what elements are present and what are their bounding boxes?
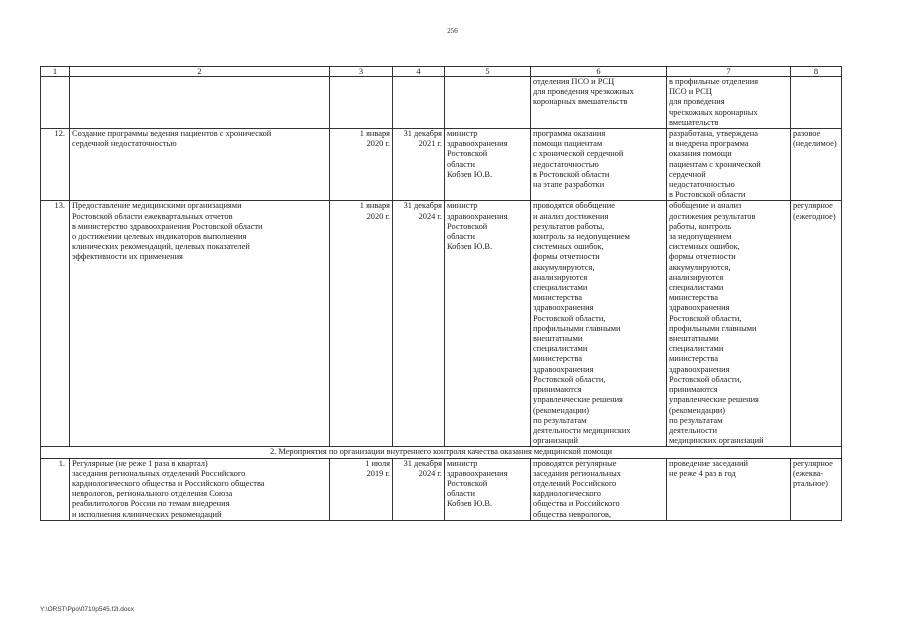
cell-text-line: за недопущением [669, 232, 732, 242]
expected-result-cell [531, 458, 667, 520]
type-cell [791, 77, 842, 129]
indicator-cell [667, 201, 791, 447]
cell-text-line: министерства [669, 354, 718, 364]
cell-text-line: сердечной недостаточностью [72, 139, 177, 149]
start-date-cell [330, 201, 393, 447]
expected-result-cell [531, 77, 667, 129]
responsible-cell [445, 77, 531, 129]
cell-text-line: (рекомендации) [533, 405, 590, 415]
type-cell [791, 458, 842, 520]
cell-text-line: с хронической сердечной [533, 149, 624, 159]
cell-text-line: контроль за недопущением [533, 232, 630, 242]
cell-text-line: (ежеква- [793, 468, 824, 478]
cell-text-line: здравоохранения [447, 139, 508, 149]
cell-text-line: Предоставление медицинскими организациями [72, 201, 242, 211]
cell-text-line: 31 декабря [403, 201, 442, 211]
header-cell: 3 [330, 67, 393, 77]
cell-text-line: Ростовской [447, 478, 488, 488]
cell-text-line: (ежегодное) [793, 211, 836, 221]
cell-text-line: Регулярные (не реже 1 раза в квартал) [72, 458, 208, 468]
cell-text-line: Ростовской области, [533, 313, 606, 323]
cell-text-line: кардиологического [533, 489, 601, 499]
cell-text-line: сердечной [669, 169, 706, 179]
activity-name-cell [70, 77, 330, 129]
start-date-cell [330, 458, 393, 520]
expected-result-cell [531, 201, 667, 447]
cell-text-line: министр [447, 458, 478, 468]
cell-text-line: регулярное [793, 201, 833, 211]
cell-text-line: принимаются [669, 385, 718, 395]
end-date-cell [393, 77, 445, 129]
table-row [41, 458, 842, 520]
cell-text-line: недостаточностью [533, 159, 599, 169]
end-date-cell [393, 201, 445, 447]
cell-text-line: общества неврологов, [533, 509, 612, 519]
cell-text-line: разработана, утверждена [669, 129, 758, 139]
cell-text-line: 1 января [359, 201, 390, 211]
indicator-cell [667, 129, 791, 201]
row-number-cell: 1. [41, 458, 70, 520]
cell-text-line: и внедрена программа [669, 139, 749, 149]
cell-text-line: специалистами [669, 344, 724, 354]
cell-text-line: Ростовской [447, 221, 488, 231]
cell-text-line: разовое [793, 129, 821, 139]
cell-text-line: в Ростовской области [533, 169, 610, 179]
cell-text-line: формы отчетности [533, 252, 600, 262]
cell-text-line: министерства [533, 354, 582, 364]
header-cell: 6 [531, 67, 667, 77]
table-body [41, 67, 842, 521]
cell-text-line: пациентам с хронической [669, 159, 761, 169]
end-date-cell [393, 458, 445, 520]
cell-text-line: 1 января [359, 129, 390, 139]
cell-text-line: чрескожных коронарных [669, 107, 758, 117]
row-number-cell: 13. [41, 201, 70, 447]
cell-text-line: министерства [533, 293, 582, 303]
cell-text-line: и исполнения клинических рекомендаций [72, 509, 222, 519]
header-cell: 1 [41, 67, 70, 77]
cell-text-line: системных ошибок, [533, 242, 604, 252]
responsible-cell [445, 129, 531, 201]
activity-name-cell [70, 129, 330, 201]
cell-text-line: 31 декабря [403, 129, 442, 139]
cell-text-line: 31 декабря [403, 458, 442, 468]
activity-name-cell [70, 201, 330, 447]
start-date-cell [330, 77, 393, 129]
cell-text-line: вмешательств [669, 117, 719, 127]
cell-text-line: 1 июля [365, 458, 390, 468]
table-row [41, 77, 842, 129]
table-row [41, 201, 842, 447]
cell-text-line: управленческие решения [669, 395, 759, 405]
expected-result-cell [531, 129, 667, 201]
type-cell [791, 201, 842, 447]
cell-text-line: отделений Российского [533, 478, 617, 488]
cell-text-line: Кобзев Ю.В. [447, 242, 493, 252]
cell-text-line: в профильные отделения [669, 77, 759, 86]
cell-text-line: программа оказания [533, 129, 606, 139]
cell-text-line: анализируются [533, 272, 588, 282]
cell-text-line: оказания помощи [669, 149, 732, 159]
cell-text-line: реабилитологов России по темам внедрения [72, 499, 230, 509]
cell-text-line: внештатными [669, 334, 719, 344]
indicator-cell [667, 77, 791, 129]
cell-text-line: ПСО и РСЦ [669, 87, 712, 97]
start-date-cell [330, 129, 393, 201]
activity-name-cell [70, 458, 330, 520]
cell-text-line: здравоохранения [533, 303, 594, 313]
cell-text-line: аккумулируются, [533, 262, 595, 272]
cell-text-line: 2024 г. [418, 468, 442, 478]
cell-text-line: достижения результатов [669, 211, 756, 221]
plan-table [40, 66, 842, 521]
cell-text-line: формы отчетности [669, 252, 736, 262]
cell-text-line: Создание программы ведения пациентов с хронической [72, 129, 272, 139]
cell-text-line: регулярное [793, 458, 833, 468]
cell-text-line: клинических рекомендаций, целевых показателей [72, 242, 250, 252]
type-cell [791, 129, 842, 201]
indicator-cell [667, 458, 791, 520]
cell-text-line: для проведения [669, 97, 725, 107]
cell-text-line: здравоохранения [447, 468, 508, 478]
cell-text-line: специалистами [669, 283, 724, 293]
cell-text-line: о достижении целевых индикаторов выполнения [72, 232, 247, 242]
cell-text-line: здравоохранения [669, 364, 730, 374]
header-cell: 5 [445, 67, 531, 77]
column-number-row [41, 67, 842, 77]
cell-text-line: (неделимое) [793, 139, 837, 149]
row-number-cell: 12. [41, 129, 70, 201]
cell-text-line: аккумулируются, [669, 262, 731, 272]
cell-text-line: заседания региональных отделений Российского [72, 468, 246, 478]
cell-text-line: медицинских организаций [669, 436, 764, 446]
cell-text-line: министерства [669, 293, 718, 303]
responsible-cell [445, 201, 531, 447]
cell-text-line: результатов работы, [533, 221, 605, 231]
page-number: 256 [447, 27, 458, 35]
cell-text-line: области [447, 232, 475, 242]
cell-text-line: Ростовской области, [669, 374, 742, 384]
cell-text-line: министр [447, 201, 478, 211]
cell-text-line: 2021 г. [418, 139, 442, 149]
cell-text-line: ртальное) [793, 478, 828, 488]
section-header-row [41, 447, 842, 458]
header-cell: 7 [667, 67, 791, 77]
cell-text-line: Кобзев Ю.В. [447, 169, 493, 179]
cell-text-line: по результатам [533, 415, 587, 425]
cell-text-line: проведение заседаний [669, 458, 748, 468]
cell-text-line: деятельности [669, 425, 717, 435]
table-row [41, 129, 842, 201]
cell-text-line: отделения ПСО и РСЦ [533, 77, 615, 86]
header-cell: 4 [393, 67, 445, 77]
cell-text-line: работы, контроль [669, 221, 732, 231]
cell-text-line: Кобзев Ю.В. [447, 499, 493, 509]
cell-text-line: 2024 г. [418, 211, 442, 221]
cell-text-line: Ростовской области, [533, 374, 606, 384]
row-number-cell [41, 77, 70, 129]
cell-text-line: принимаются [533, 385, 582, 395]
cell-text-line: эффективности их применения [72, 252, 183, 262]
cell-text-line: (рекомендации) [669, 405, 726, 415]
cell-text-line: неврологов, регионального отделения Союза [72, 489, 233, 499]
cell-text-line: области [447, 159, 475, 169]
cell-text-line: 2020 г. [366, 139, 390, 149]
cell-text-line: здравоохранения [669, 303, 730, 313]
cell-text-line: здравоохранения [533, 364, 594, 374]
cell-text-line: 2019 г. [366, 468, 390, 478]
cell-text-line: системных ошибок, [669, 242, 740, 252]
header-cell: 8 [791, 67, 842, 77]
cell-text-line: специалистами [533, 344, 588, 354]
cell-text-line: деятельности медицинских [533, 425, 631, 435]
cell-text-line: обобщение и анализ [669, 201, 742, 211]
cell-text-line: и анализ достижения [533, 211, 609, 221]
cell-text-line: коронарных вмешательств [533, 97, 628, 107]
cell-text-line: заседания региональных [533, 468, 621, 478]
cell-text-line: 2020 г. [366, 211, 390, 221]
end-date-cell [393, 129, 445, 201]
cell-text-line: в министерство здравоохранения Ростовской области [72, 221, 263, 231]
cell-text-line: не реже 4 раз в год [669, 468, 736, 478]
cell-text-line: Ростовской области, [669, 313, 742, 323]
cell-text-line: по результатам [669, 415, 723, 425]
cell-text-line: на этапе разработки [533, 180, 605, 190]
cell-text-line: профильными главными [669, 323, 757, 333]
cell-text-line: Ростовской области ежеквартальных отчетов [72, 211, 233, 221]
cell-text-line: Ростовской [447, 149, 488, 159]
cell-text-line: проводятся регулярные [533, 458, 617, 468]
cell-text-line: для проведения чрезкожных [533, 87, 634, 97]
cell-text-line: кардиологического общества и Российского общества [72, 478, 265, 488]
responsible-cell [445, 458, 531, 520]
cell-text-line: организаций [533, 436, 578, 446]
cell-text-line: в Ростовской области [669, 190, 746, 200]
cell-text-line: проводятся обобщение [533, 201, 615, 211]
cell-text-line: области [447, 489, 475, 499]
cell-text-line: внештатными [533, 334, 583, 344]
section-title: 2. Мероприятия по организации внутреннего контроля качества оказания медицинской помощи [41, 447, 842, 458]
cell-text-line: специалистами [533, 283, 588, 293]
cell-text-line: недостаточностью [669, 180, 735, 190]
cell-text-line: здравоохранения [447, 211, 508, 221]
cell-text-line: анализируются [669, 272, 724, 282]
cell-text-line: профильными главными [533, 323, 621, 333]
cell-text-line: помощи пациентам [533, 139, 603, 149]
footer-file-path: Y:\ORST\Ppo\0710p545.f2l.docx [40, 606, 134, 613]
cell-text-line: управленческие решения [533, 395, 623, 405]
cell-text-line: министр [447, 129, 478, 139]
header-cell: 2 [70, 67, 330, 77]
cell-text-line: общества и Российского [533, 499, 620, 509]
